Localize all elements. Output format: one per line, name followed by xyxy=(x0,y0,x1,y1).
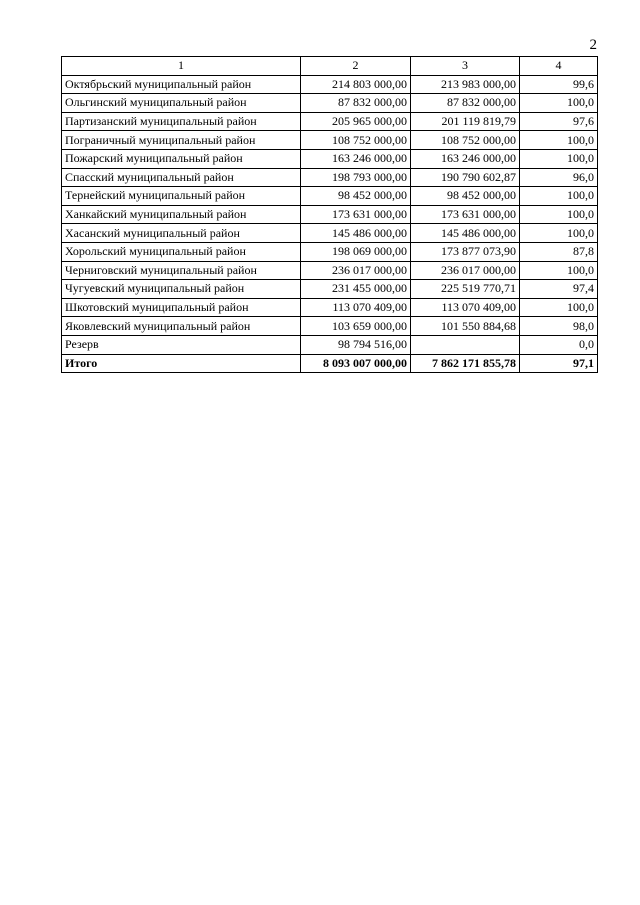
district-name-cell: Ханкайский муниципальный район xyxy=(62,205,301,224)
column-header: 4 xyxy=(520,57,598,76)
column-4-value-cell: 96,0 xyxy=(520,168,598,187)
column-2-value-cell: 205 965 000,00 xyxy=(301,112,411,131)
table-row xyxy=(62,224,598,243)
district-name-cell: Хорольский муниципальный район xyxy=(62,242,301,261)
table-row xyxy=(62,75,598,94)
column-3-value-cell: 225 519 770,71 xyxy=(411,280,520,299)
column-3-value-cell xyxy=(411,335,520,354)
table-row xyxy=(62,94,598,113)
column-2-value-cell: 87 832 000,00 xyxy=(301,94,411,113)
column-3-value-cell: 98 452 000,00 xyxy=(411,187,520,206)
column-3-value-cell: 145 486 000,00 xyxy=(411,224,520,243)
table-row xyxy=(62,335,598,354)
column-3-value-cell: 201 119 819,79 xyxy=(411,112,520,131)
column-4-value-cell: 99,6 xyxy=(520,75,598,94)
table-row xyxy=(62,205,598,224)
column-3-value-cell: 7 862 171 855,78 xyxy=(411,354,520,373)
column-4-value-cell: 100,0 xyxy=(520,187,598,206)
column-header: 2 xyxy=(301,57,411,76)
table-row xyxy=(62,261,598,280)
column-2-value-cell: 145 486 000,00 xyxy=(301,224,411,243)
column-2-value-cell: 236 017 000,00 xyxy=(301,261,411,280)
column-4-value-cell: 97,4 xyxy=(520,280,598,299)
table-row xyxy=(62,280,598,299)
column-2-value-cell: 198 793 000,00 xyxy=(301,168,411,187)
total-label-cell: Итого xyxy=(62,354,301,373)
total-row xyxy=(62,354,598,373)
column-3-value-cell: 213 983 000,00 xyxy=(411,75,520,94)
column-3-value-cell: 87 832 000,00 xyxy=(411,94,520,113)
column-2-value-cell: 98 452 000,00 xyxy=(301,187,411,206)
table-row xyxy=(62,317,598,336)
column-2-value-cell: 231 455 000,00 xyxy=(301,280,411,299)
column-2-value-cell: 163 246 000,00 xyxy=(301,149,411,168)
column-4-value-cell: 0,0 xyxy=(520,335,598,354)
district-name-cell: Шкотовский муниципальный район xyxy=(62,298,301,317)
column-2-value-cell: 173 631 000,00 xyxy=(301,205,411,224)
column-3-value-cell: 190 790 602,87 xyxy=(411,168,520,187)
column-4-value-cell: 87,8 xyxy=(520,242,598,261)
table-row xyxy=(62,242,598,261)
table-row xyxy=(62,131,598,150)
column-2-value-cell: 8 093 007 000,00 xyxy=(301,354,411,373)
district-name-cell: Пожарский муниципальный район xyxy=(62,149,301,168)
district-name-cell: Пограничный муниципальный район xyxy=(62,131,301,150)
district-name-cell: Октябрьский муниципальный район xyxy=(62,75,301,94)
column-4-value-cell: 100,0 xyxy=(520,94,598,113)
district-name-cell: Хасанский муниципальный район xyxy=(62,224,301,243)
column-4-value-cell: 100,0 xyxy=(520,261,598,280)
table-row xyxy=(62,168,598,187)
table-row xyxy=(62,298,598,317)
district-name-cell: Ольгинский муниципальный район xyxy=(62,94,301,113)
column-3-value-cell: 236 017 000,00 xyxy=(411,261,520,280)
column-2-value-cell: 108 752 000,00 xyxy=(301,131,411,150)
district-name-cell: Яковлевский муниципальный район xyxy=(62,317,301,336)
column-4-value-cell: 100,0 xyxy=(520,298,598,317)
column-4-value-cell: 97,6 xyxy=(520,112,598,131)
column-header: 1 xyxy=(62,57,301,76)
column-3-value-cell: 113 070 409,00 xyxy=(411,298,520,317)
column-3-value-cell: 108 752 000,00 xyxy=(411,131,520,150)
page-number: 2 xyxy=(589,37,597,53)
column-4-value-cell: 100,0 xyxy=(520,224,598,243)
column-2-value-cell: 214 803 000,00 xyxy=(301,75,411,94)
district-name-cell: Партизанский муниципальный район xyxy=(62,112,301,131)
column-2-value-cell: 198 069 000,00 xyxy=(301,242,411,261)
district-name-cell: Чугуевский муниципальный район xyxy=(62,280,301,299)
column-4-value-cell: 100,0 xyxy=(520,149,598,168)
district-name-cell: Черниговский муниципальный район xyxy=(62,261,301,280)
district-name-cell: Тернейский муниципальный район xyxy=(62,187,301,206)
column-4-value-cell: 97,1 xyxy=(520,354,598,373)
table-row xyxy=(62,112,598,131)
table-row xyxy=(62,149,598,168)
column-3-value-cell: 173 877 073,90 xyxy=(411,242,520,261)
column-4-value-cell: 100,0 xyxy=(520,131,598,150)
column-3-value-cell: 101 550 884,68 xyxy=(411,317,520,336)
data-table xyxy=(61,56,598,373)
table-header-row xyxy=(62,57,598,76)
district-name-cell: Резерв xyxy=(62,335,301,354)
column-header: 3 xyxy=(411,57,520,76)
column-2-value-cell: 103 659 000,00 xyxy=(301,317,411,336)
column-2-value-cell: 113 070 409,00 xyxy=(301,298,411,317)
district-name-cell: Спасский муниципальный район xyxy=(62,168,301,187)
column-4-value-cell: 100,0 xyxy=(520,205,598,224)
column-3-value-cell: 163 246 000,00 xyxy=(411,149,520,168)
column-2-value-cell: 98 794 516,00 xyxy=(301,335,411,354)
column-4-value-cell: 98,0 xyxy=(520,317,598,336)
table-row xyxy=(62,187,598,206)
column-3-value-cell: 173 631 000,00 xyxy=(411,205,520,224)
table-body xyxy=(62,75,598,373)
